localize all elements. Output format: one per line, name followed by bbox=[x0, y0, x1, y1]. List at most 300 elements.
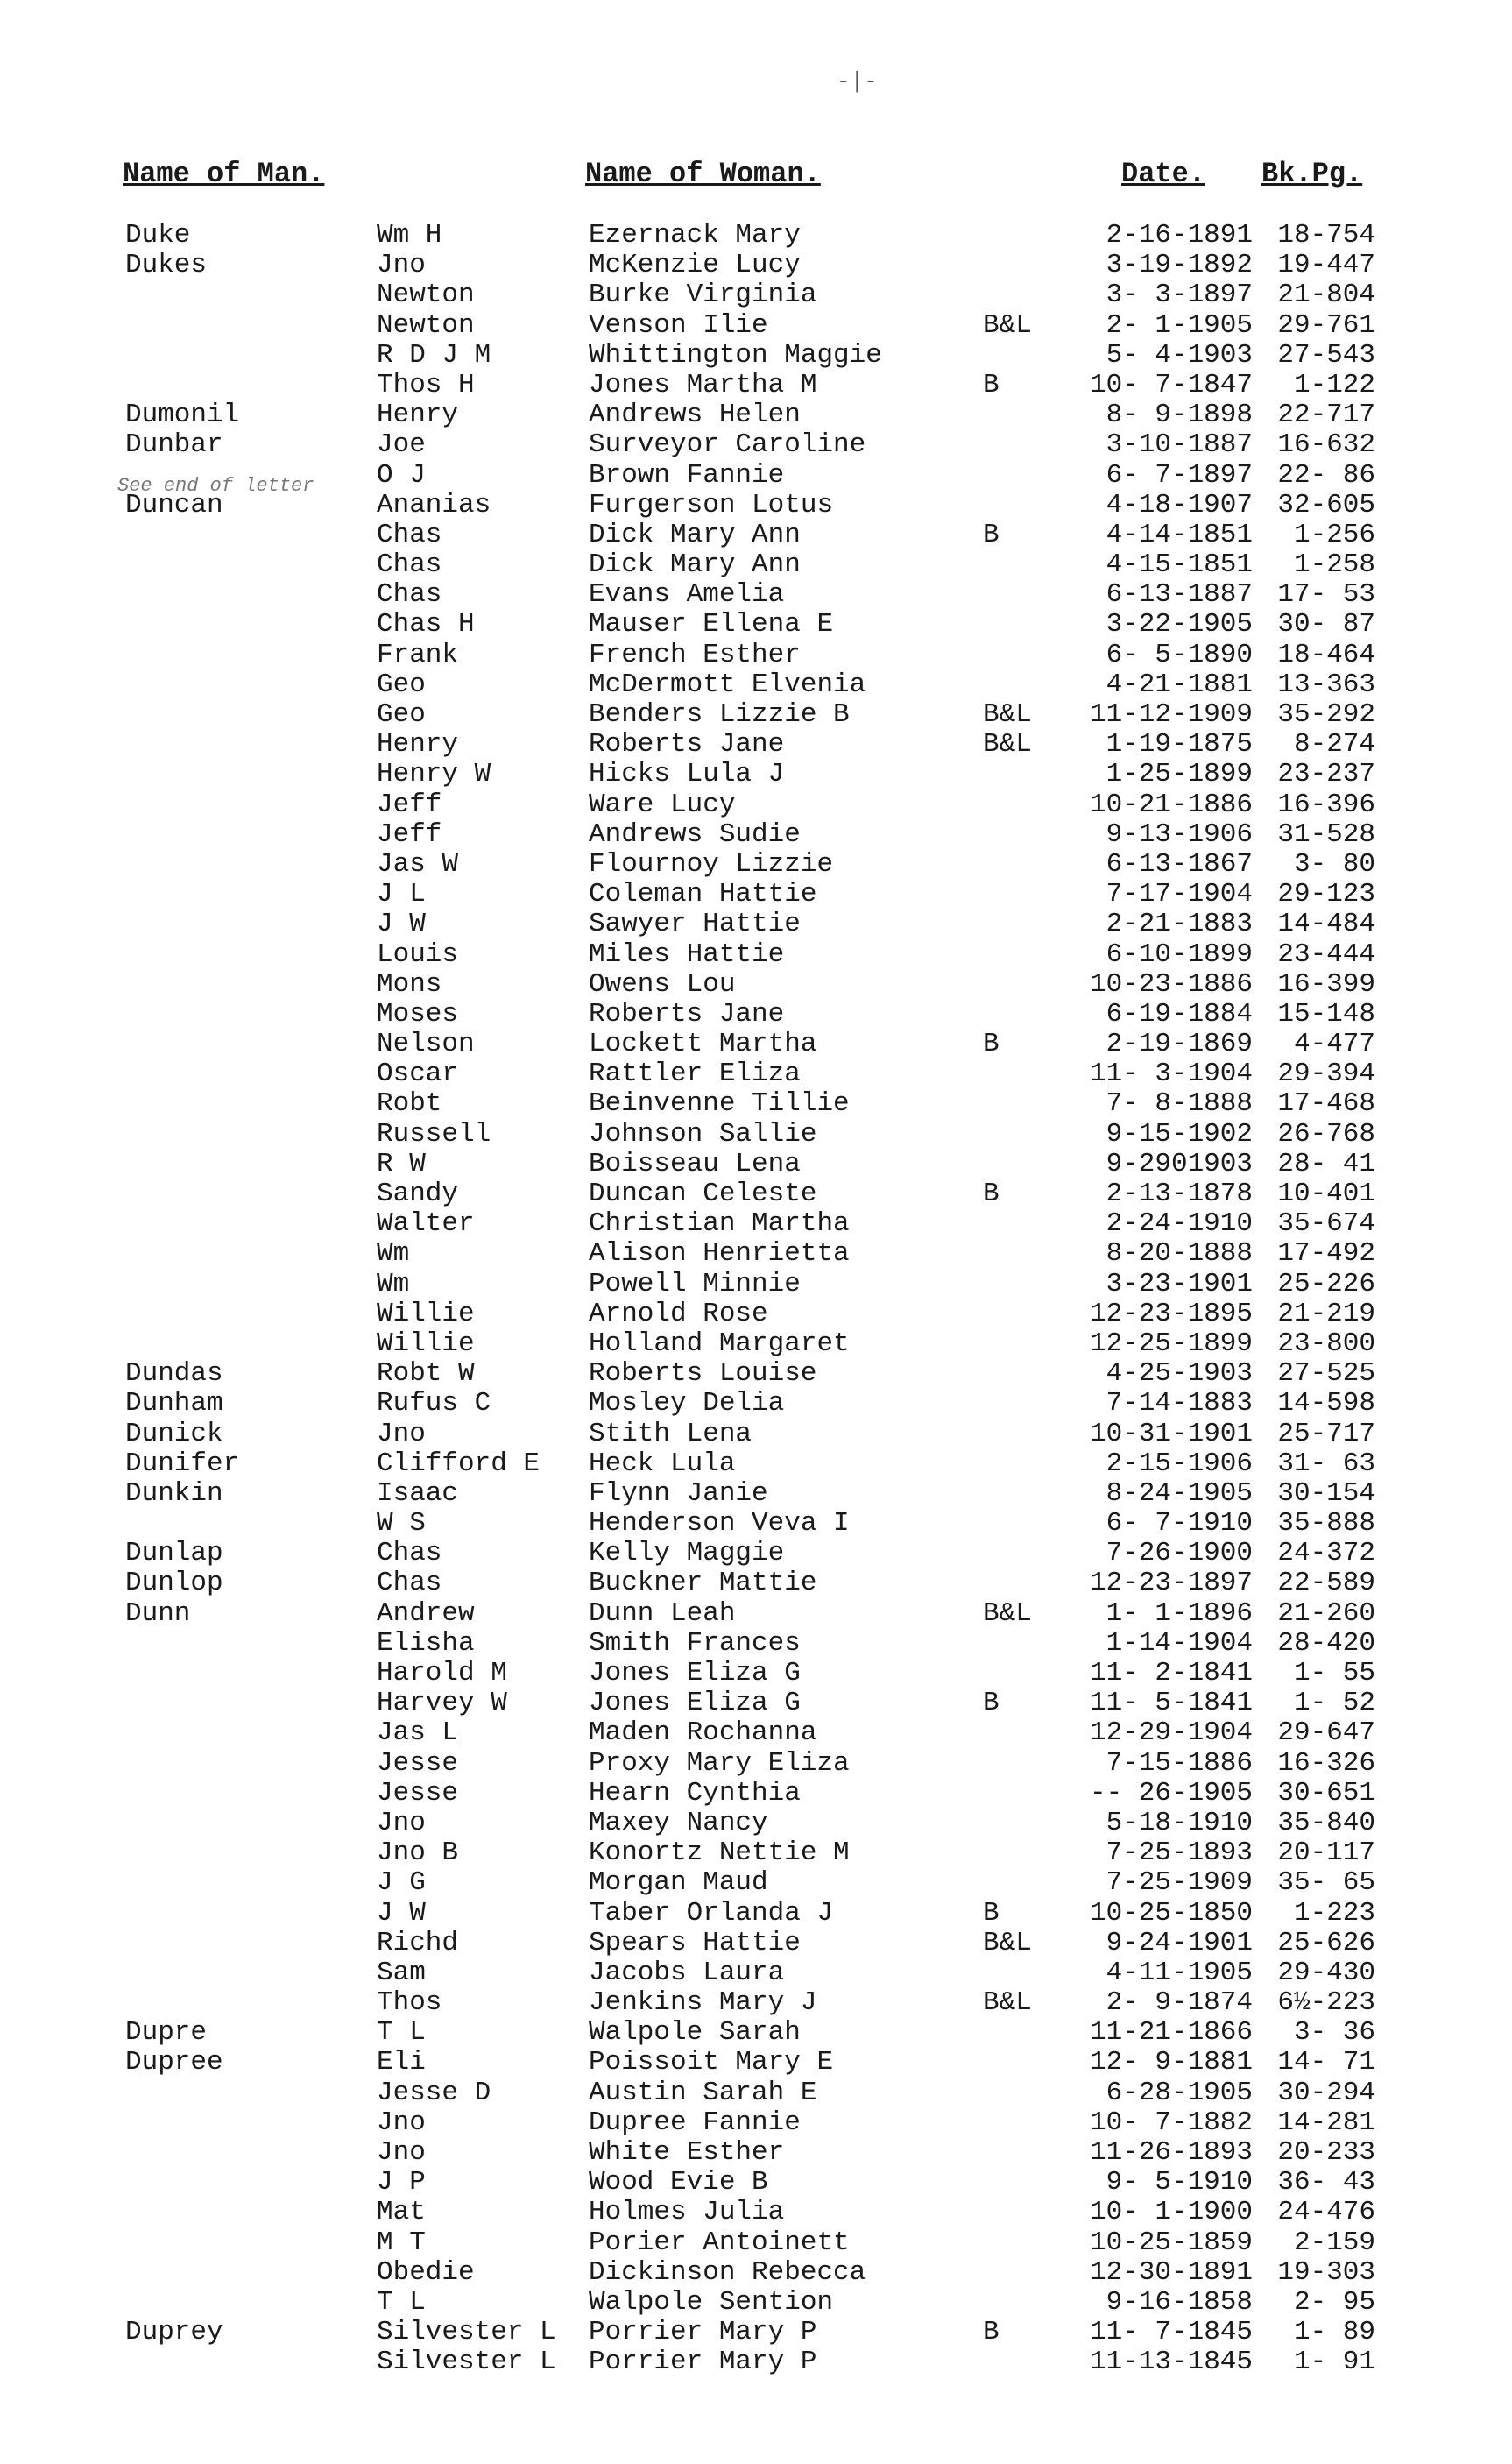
surname-cell: Duprey bbox=[125, 2317, 223, 2348]
book-page-cell: 14-484 bbox=[1277, 909, 1375, 940]
given-name-cell: Clifford E bbox=[377, 1448, 541, 1479]
woman-name-cell: Miles Hattie bbox=[589, 938, 785, 970]
date-cell: 10- 7-1847 bbox=[1089, 369, 1253, 400]
date-cell: 3-19-1892 bbox=[1106, 250, 1253, 281]
book-page-cell: 25-226 bbox=[1277, 1268, 1375, 1299]
book-page-cell: 31-528 bbox=[1277, 818, 1375, 850]
book-page-cell: 27-525 bbox=[1277, 1358, 1375, 1390]
book-page-cell: 30-294 bbox=[1277, 2077, 1375, 2108]
record-row bbox=[0, 1389, 1512, 1419]
record-row bbox=[0, 2288, 1512, 2318]
given-name-cell: Richd bbox=[377, 1927, 459, 1958]
book-page-cell: 35- 65 bbox=[1277, 1867, 1375, 1899]
record-row bbox=[0, 820, 1512, 850]
record-row bbox=[0, 2048, 1512, 2078]
record-row bbox=[0, 700, 1512, 730]
given-name-cell: R D J M bbox=[377, 339, 491, 371]
date-cell: 7-25-1893 bbox=[1106, 1837, 1253, 1869]
date-cell: 2- 9-1874 bbox=[1106, 1987, 1253, 2019]
woman-name-cell: Dunn Leah bbox=[589, 1597, 736, 1629]
record-row bbox=[0, 1000, 1512, 1030]
woman-name-cell: Proxy Mary Eliza bbox=[589, 1747, 850, 1779]
date-cell: 11- 2-1841 bbox=[1089, 1658, 1253, 1689]
date-cell: 12-23-1895 bbox=[1089, 1298, 1253, 1329]
woman-name-cell: Porrier Mary P bbox=[589, 2347, 817, 2378]
book-page-cell: 28-420 bbox=[1277, 1627, 1375, 1659]
date-cell: 7-25-1909 bbox=[1106, 1867, 1253, 1899]
woman-name-cell: Sawyer Hattie bbox=[589, 909, 801, 940]
surname-cell: Dunifer bbox=[125, 1448, 240, 1479]
book-page-cell: 1-223 bbox=[1293, 1897, 1375, 1929]
date-cell: 4-14-1851 bbox=[1106, 519, 1253, 550]
given-name-cell: Harold M bbox=[377, 1658, 507, 1689]
record-list bbox=[0, 221, 1512, 2378]
woman-name-cell: Holmes Julia bbox=[589, 2197, 785, 2228]
woman-name-cell: Furgerson Lotus bbox=[589, 489, 834, 520]
woman-name-cell: Venson Ilie bbox=[589, 309, 768, 341]
woman-name-cell: Ware Lucy bbox=[589, 789, 736, 820]
record-row bbox=[0, 610, 1512, 640]
book-page-cell: 23-800 bbox=[1277, 1328, 1375, 1359]
woman-name-cell: Maden Rochanna bbox=[589, 1717, 817, 1749]
book-page-cell: 29-394 bbox=[1277, 1059, 1375, 1090]
given-name-cell: Nelson bbox=[377, 1029, 475, 1060]
book-page-cell: 23-444 bbox=[1277, 938, 1375, 970]
record-row bbox=[0, 1209, 1512, 1239]
record-row bbox=[0, 2078, 1512, 2108]
code-cell: B&L bbox=[983, 699, 1032, 730]
woman-name-cell: Taber Orlanda J bbox=[589, 1897, 834, 1929]
record-row bbox=[0, 580, 1512, 610]
book-page-cell: 4-477 bbox=[1293, 1029, 1375, 1060]
record-row bbox=[0, 1089, 1512, 1119]
given-name-cell: Wm H bbox=[377, 220, 442, 251]
given-name-cell: Andrew bbox=[377, 1597, 475, 1629]
date-cell: 9-13-1906 bbox=[1106, 818, 1253, 850]
code-cell: B bbox=[983, 1179, 1000, 1209]
book-page-cell: 21-260 bbox=[1277, 1597, 1375, 1629]
woman-name-cell: Smith Frances bbox=[589, 1627, 801, 1659]
header-date: Date. bbox=[1121, 158, 1206, 190]
record-row bbox=[0, 2228, 1512, 2258]
woman-name-cell: Jones Eliza G bbox=[589, 1658, 801, 1689]
date-cell: 10- 7-1882 bbox=[1089, 2106, 1253, 2138]
given-name-cell: Louis bbox=[377, 938, 459, 970]
record-row bbox=[0, 251, 1512, 280]
date-cell: 6-13-1887 bbox=[1106, 579, 1253, 611]
given-name-cell: Harvey W bbox=[377, 1688, 507, 1719]
book-page-cell: 1- 91 bbox=[1293, 2347, 1375, 2378]
date-cell: 2-21-1883 bbox=[1106, 909, 1253, 940]
date-cell: 6- 7-1897 bbox=[1106, 459, 1253, 491]
woman-name-cell: Dupree Fannie bbox=[589, 2106, 801, 2138]
given-name-cell: Elisha bbox=[377, 1627, 475, 1659]
record-row bbox=[0, 221, 1512, 251]
record-row bbox=[0, 1509, 1512, 1539]
given-name-cell: Chas bbox=[377, 579, 442, 611]
given-name-cell: Jesse bbox=[377, 1747, 459, 1779]
surname-cell: Dunn bbox=[125, 1597, 191, 1629]
book-page-cell: 20-117 bbox=[1277, 1837, 1375, 1869]
woman-name-cell: Buckner Mattie bbox=[589, 1568, 817, 1599]
book-page-cell: 3- 80 bbox=[1293, 848, 1375, 880]
woman-name-cell: Boisseau Lena bbox=[589, 1148, 801, 1179]
record-row bbox=[0, 400, 1512, 430]
book-page-cell: 3- 36 bbox=[1293, 2017, 1375, 2049]
given-name-cell: Chas bbox=[377, 1568, 442, 1599]
given-name-cell: Moses bbox=[377, 998, 459, 1030]
woman-name-cell: Ezernack Mary bbox=[589, 220, 801, 251]
given-name-cell: Jas L bbox=[377, 1717, 459, 1749]
given-name-cell: Silvester L bbox=[377, 2317, 556, 2348]
code-cell: B&L bbox=[983, 1987, 1032, 2019]
date-cell: 10-25-1850 bbox=[1089, 1897, 1253, 1929]
woman-name-cell: Powell Minnie bbox=[589, 1268, 801, 1299]
book-page-cell: 29-430 bbox=[1277, 1957, 1375, 1988]
date-cell: 12-23-1897 bbox=[1089, 1568, 1253, 1599]
record-row bbox=[0, 430, 1512, 460]
given-name-cell: Chas bbox=[377, 519, 442, 550]
book-page-cell: 18-464 bbox=[1277, 639, 1375, 670]
book-page-cell: 24-476 bbox=[1277, 2197, 1375, 2228]
book-page-cell: 35-888 bbox=[1277, 1508, 1375, 1540]
code-cell: B&L bbox=[983, 309, 1032, 341]
book-page-cell: 31- 63 bbox=[1277, 1448, 1375, 1479]
record-row bbox=[0, 2108, 1512, 2138]
book-page-cell: 1- 55 bbox=[1293, 1658, 1375, 1689]
book-page-cell: 28- 41 bbox=[1277, 1148, 1375, 1179]
record-row bbox=[0, 1958, 1512, 1988]
book-page-cell: 24-372 bbox=[1277, 1538, 1375, 1569]
surname-cell: Dunick bbox=[125, 1418, 223, 1449]
woman-name-cell: Walpole Sention bbox=[589, 2286, 834, 2318]
date-cell: 1-25-1899 bbox=[1106, 759, 1253, 790]
date-cell: 11- 3-1904 bbox=[1089, 1059, 1253, 1090]
woman-name-cell: Dick Mary Ann bbox=[589, 549, 801, 581]
woman-name-cell: Maxey Nancy bbox=[589, 1807, 768, 1838]
given-name-cell: Jeff bbox=[377, 789, 442, 820]
record-row bbox=[0, 1629, 1512, 1659]
record-row bbox=[0, 880, 1512, 910]
date-cell: 5-18-1910 bbox=[1106, 1807, 1253, 1838]
record-row bbox=[0, 1749, 1512, 1779]
surname-cell: Dunbar bbox=[125, 429, 223, 461]
given-name-cell: J W bbox=[377, 909, 426, 940]
given-name-cell: Chas bbox=[377, 549, 442, 581]
record-row bbox=[0, 280, 1512, 310]
book-page-cell: 14- 71 bbox=[1277, 2047, 1375, 2078]
record-row bbox=[0, 1539, 1512, 1568]
code-cell: B bbox=[983, 1897, 1000, 1929]
record-row bbox=[0, 730, 1512, 760]
book-page-cell: 16-399 bbox=[1277, 968, 1375, 1000]
record-row bbox=[0, 1120, 1512, 1150]
woman-name-cell: Hicks Lula J bbox=[589, 759, 785, 790]
woman-name-cell: Henderson Veva I bbox=[589, 1508, 850, 1540]
book-page-cell: 13-363 bbox=[1277, 669, 1375, 700]
given-name-cell: W S bbox=[377, 1508, 426, 1540]
book-page-cell: 10-401 bbox=[1277, 1179, 1375, 1209]
date-cell: -- 26-1905 bbox=[1089, 1777, 1253, 1809]
record-row bbox=[0, 910, 1512, 939]
book-page-cell: 22- 86 bbox=[1277, 459, 1375, 491]
book-page-cell: 16-326 bbox=[1277, 1747, 1375, 1779]
surname-cell: Dunham bbox=[125, 1388, 223, 1420]
surname-cell: Dunlap bbox=[125, 1538, 223, 1569]
record-row bbox=[0, 1479, 1512, 1509]
date-cell: 1- 1-1896 bbox=[1106, 1597, 1253, 1629]
given-name-cell: Rufus C bbox=[377, 1388, 491, 1420]
given-name-cell: Mons bbox=[377, 968, 442, 1000]
given-name-cell: J L bbox=[377, 879, 426, 910]
book-page-cell: 36- 43 bbox=[1277, 2167, 1375, 2198]
code-cell: B bbox=[983, 369, 1000, 400]
book-page-cell: 17-492 bbox=[1277, 1238, 1375, 1270]
book-page-cell: 6½-223 bbox=[1277, 1987, 1375, 2019]
book-page-cell: 25-626 bbox=[1277, 1927, 1375, 1958]
date-cell: 7-15-1886 bbox=[1106, 1747, 1253, 1779]
woman-name-cell: Evans Amelia bbox=[589, 579, 785, 611]
woman-name-cell: Dickinson Rebecca bbox=[589, 2256, 866, 2288]
woman-name-cell: Jones Eliza G bbox=[589, 1688, 801, 1719]
record-row bbox=[0, 341, 1512, 371]
given-name-cell: R W bbox=[377, 1148, 426, 1179]
date-cell: 10-25-1859 bbox=[1089, 2227, 1253, 2258]
given-name-cell: Jas W bbox=[377, 848, 459, 880]
record-row bbox=[0, 2347, 1512, 2377]
code-cell: B&L bbox=[983, 729, 1032, 761]
book-page-cell: 14-598 bbox=[1277, 1388, 1375, 1420]
date-cell: 2-24-1910 bbox=[1106, 1208, 1253, 1240]
date-cell: 10-31-1901 bbox=[1089, 1418, 1253, 1449]
margin-note: See end of letter bbox=[117, 475, 314, 497]
book-page-cell: 1-258 bbox=[1293, 549, 1375, 581]
given-name-cell: T L bbox=[377, 2017, 426, 2049]
record-row bbox=[0, 2018, 1512, 2048]
date-cell: 9-24-1901 bbox=[1106, 1927, 1253, 1958]
record-row bbox=[0, 1150, 1512, 1179]
woman-name-cell: Coleman Hattie bbox=[589, 879, 817, 910]
woman-name-cell: Austin Sarah E bbox=[589, 2077, 817, 2108]
given-name-cell: Oscar bbox=[377, 1059, 459, 1090]
woman-name-cell: Kelly Maggie bbox=[589, 1538, 785, 1569]
record-row bbox=[0, 1988, 1512, 2018]
record-row bbox=[0, 1329, 1512, 1359]
book-page-cell: 17-468 bbox=[1277, 1088, 1375, 1120]
given-name-cell: Jeff bbox=[377, 818, 442, 850]
book-page-cell: 22-717 bbox=[1277, 400, 1375, 431]
given-name-cell: Geo bbox=[377, 669, 426, 700]
given-name-cell: Henry W bbox=[377, 759, 491, 790]
woman-name-cell: Duncan Celeste bbox=[589, 1179, 817, 1209]
given-name-cell: Thos bbox=[377, 1987, 442, 2019]
given-name-cell: Sandy bbox=[377, 1179, 459, 1209]
record-row bbox=[0, 940, 1512, 970]
book-page-cell: 27-543 bbox=[1277, 339, 1375, 371]
book-page-cell: 29-123 bbox=[1277, 879, 1375, 910]
given-name-cell: Jno bbox=[377, 250, 426, 281]
surname-cell: Dunkin bbox=[125, 1477, 223, 1509]
book-page-cell: 14-281 bbox=[1277, 2106, 1375, 2138]
record-row bbox=[0, 550, 1512, 580]
surname-cell: Dundas bbox=[125, 1358, 223, 1390]
record-row bbox=[0, 461, 1512, 491]
woman-name-cell: Andrews Sudie bbox=[589, 818, 801, 850]
given-name-cell: Geo bbox=[377, 699, 426, 730]
book-page-cell: 19-303 bbox=[1277, 2256, 1375, 2288]
given-name-cell: Frank bbox=[377, 639, 459, 670]
date-cell: 11-21-1866 bbox=[1089, 2017, 1253, 2049]
woman-name-cell: Mosley Delia bbox=[589, 1388, 785, 1420]
date-cell: 9-2901903 bbox=[1106, 1148, 1253, 1179]
record-row bbox=[0, 1359, 1512, 1389]
woman-name-cell: Johnson Sallie bbox=[589, 1118, 817, 1150]
given-name-cell: M T bbox=[377, 2227, 426, 2258]
record-row bbox=[0, 1568, 1512, 1598]
code-cell: B bbox=[983, 1688, 1000, 1719]
book-page-cell: 1- 89 bbox=[1293, 2317, 1375, 2348]
woman-name-cell: Roberts Jane bbox=[589, 729, 785, 761]
given-name-cell: Obedie bbox=[377, 2256, 475, 2288]
book-page-cell: 8-274 bbox=[1293, 729, 1375, 761]
book-page-cell: 2-159 bbox=[1293, 2227, 1375, 2258]
date-cell: 12-30-1891 bbox=[1089, 2256, 1253, 2288]
book-page-cell: 30-651 bbox=[1277, 1777, 1375, 1809]
given-name-cell: Jno bbox=[377, 2106, 426, 2138]
given-name-cell: Willie bbox=[377, 1328, 475, 1359]
record-row bbox=[0, 1299, 1512, 1329]
date-cell: 7- 8-1888 bbox=[1106, 1088, 1253, 1120]
record-row bbox=[0, 1689, 1512, 1718]
date-cell: 11-26-1893 bbox=[1089, 2137, 1253, 2168]
woman-name-cell: Surveyor Caroline bbox=[589, 429, 866, 461]
given-name-cell: Isaac bbox=[377, 1477, 459, 1509]
record-row bbox=[0, 1838, 1512, 1868]
date-cell: 6-13-1867 bbox=[1106, 848, 1253, 880]
book-page-cell: 26-768 bbox=[1277, 1118, 1375, 1150]
record-row bbox=[0, 1718, 1512, 1748]
woman-name-cell: Mauser Ellena E bbox=[589, 609, 834, 641]
date-cell: 2-13-1878 bbox=[1106, 1179, 1253, 1209]
record-row bbox=[0, 491, 1512, 520]
woman-name-cell: McDermott Elvenia bbox=[589, 669, 866, 700]
book-page-cell: 35-674 bbox=[1277, 1208, 1375, 1240]
woman-name-cell: Konortz Nettie M bbox=[589, 1837, 850, 1869]
woman-name-cell: Burke Virginia bbox=[589, 280, 817, 311]
given-name-cell: Newton bbox=[377, 309, 475, 341]
woman-name-cell: Wood Evie B bbox=[589, 2167, 768, 2198]
code-cell: B bbox=[983, 1029, 1000, 1060]
record-row bbox=[0, 2198, 1512, 2227]
book-page-cell: 1-122 bbox=[1293, 369, 1375, 400]
record-row bbox=[0, 520, 1512, 550]
date-cell: 6-10-1899 bbox=[1106, 938, 1253, 970]
given-name-cell: Thos H bbox=[377, 369, 475, 400]
woman-name-cell: Spears Hattie bbox=[589, 1927, 801, 1958]
record-row bbox=[0, 1059, 1512, 1089]
woman-name-cell: Walpole Sarah bbox=[589, 2017, 801, 2049]
woman-name-cell: Andrews Helen bbox=[589, 400, 801, 431]
woman-name-cell: Lockett Martha bbox=[589, 1029, 817, 1060]
record-row bbox=[0, 970, 1512, 1000]
corner-mark: -|- bbox=[837, 68, 878, 95]
surname-cell: Dunlop bbox=[125, 1568, 223, 1599]
date-cell: 6-28-1905 bbox=[1106, 2077, 1253, 2108]
record-row bbox=[0, 760, 1512, 789]
date-cell: 2-15-1906 bbox=[1106, 1448, 1253, 1479]
date-cell: 11- 5-1841 bbox=[1089, 1688, 1253, 1719]
date-cell: 3-10-1887 bbox=[1106, 429, 1253, 461]
date-cell: 2-16-1891 bbox=[1106, 220, 1253, 251]
header-book-page: Bk.Pg. bbox=[1261, 158, 1363, 190]
woman-name-cell: Porrier Mary P bbox=[589, 2317, 817, 2348]
given-name-cell: J G bbox=[377, 1867, 426, 1899]
record-row bbox=[0, 1270, 1512, 1299]
given-name-cell: Sam bbox=[377, 1957, 426, 1988]
book-page-cell: 32-605 bbox=[1277, 489, 1375, 520]
code-cell: B bbox=[983, 519, 1000, 550]
header-name-of-woman: Name of Woman. bbox=[585, 158, 821, 190]
record-row bbox=[0, 1599, 1512, 1629]
date-cell: 11-13-1845 bbox=[1089, 2347, 1253, 2378]
given-name-cell: Eli bbox=[377, 2047, 426, 2078]
date-cell: 2-19-1869 bbox=[1106, 1029, 1253, 1060]
record-row bbox=[0, 1449, 1512, 1479]
book-page-cell: 21-219 bbox=[1277, 1298, 1375, 1329]
record-row bbox=[0, 1179, 1512, 1209]
given-name-cell: Jesse bbox=[377, 1777, 459, 1809]
woman-name-cell: Dick Mary Ann bbox=[589, 519, 801, 550]
book-page-cell: 30- 87 bbox=[1277, 609, 1375, 641]
given-name-cell: Henry bbox=[377, 400, 459, 431]
woman-name-cell: Benders Lizzie B bbox=[589, 699, 850, 730]
date-cell: 10-23-1886 bbox=[1089, 968, 1253, 1000]
date-cell: 8-24-1905 bbox=[1106, 1477, 1253, 1509]
record-row bbox=[0, 641, 1512, 670]
date-cell: 12-29-1904 bbox=[1089, 1717, 1253, 1749]
given-name-cell: Jno bbox=[377, 1807, 426, 1838]
given-name-cell: Wm bbox=[377, 1268, 410, 1299]
surname-cell: Dupree bbox=[125, 2047, 223, 2078]
record-row bbox=[0, 371, 1512, 400]
date-cell: 2- 1-1905 bbox=[1106, 309, 1253, 341]
book-page-cell: 20-233 bbox=[1277, 2137, 1375, 2168]
book-page-cell: 23-237 bbox=[1277, 759, 1375, 790]
given-name-cell: T L bbox=[377, 2286, 426, 2318]
book-page-cell: 35-840 bbox=[1277, 1807, 1375, 1838]
woman-name-cell: Jenkins Mary J bbox=[589, 1987, 817, 2019]
record-row bbox=[0, 1809, 1512, 1838]
woman-name-cell: Whittington Maggie bbox=[589, 339, 882, 371]
book-page-cell: 35-292 bbox=[1277, 699, 1375, 730]
code-cell: B&L bbox=[983, 1927, 1032, 1958]
book-page-cell: 16-632 bbox=[1277, 429, 1375, 461]
book-page-cell: 30-154 bbox=[1277, 1477, 1375, 1509]
date-cell: 7-14-1883 bbox=[1106, 1388, 1253, 1420]
given-name-cell: J P bbox=[377, 2167, 426, 2198]
book-page-cell: 29-761 bbox=[1277, 309, 1375, 341]
date-cell: 9- 5-1910 bbox=[1106, 2167, 1253, 2198]
date-cell: 8-20-1888 bbox=[1106, 1238, 1253, 1270]
record-row bbox=[0, 311, 1512, 341]
date-cell: 3-23-1901 bbox=[1106, 1268, 1253, 1299]
given-name-cell: Robt bbox=[377, 1088, 442, 1120]
given-name-cell: Newton bbox=[377, 280, 475, 311]
date-cell: 9-16-1858 bbox=[1106, 2286, 1253, 2318]
date-cell: 1-19-1875 bbox=[1106, 729, 1253, 761]
given-name-cell: Wm bbox=[377, 1238, 410, 1270]
woman-name-cell: Flournoy Lizzie bbox=[589, 848, 834, 880]
